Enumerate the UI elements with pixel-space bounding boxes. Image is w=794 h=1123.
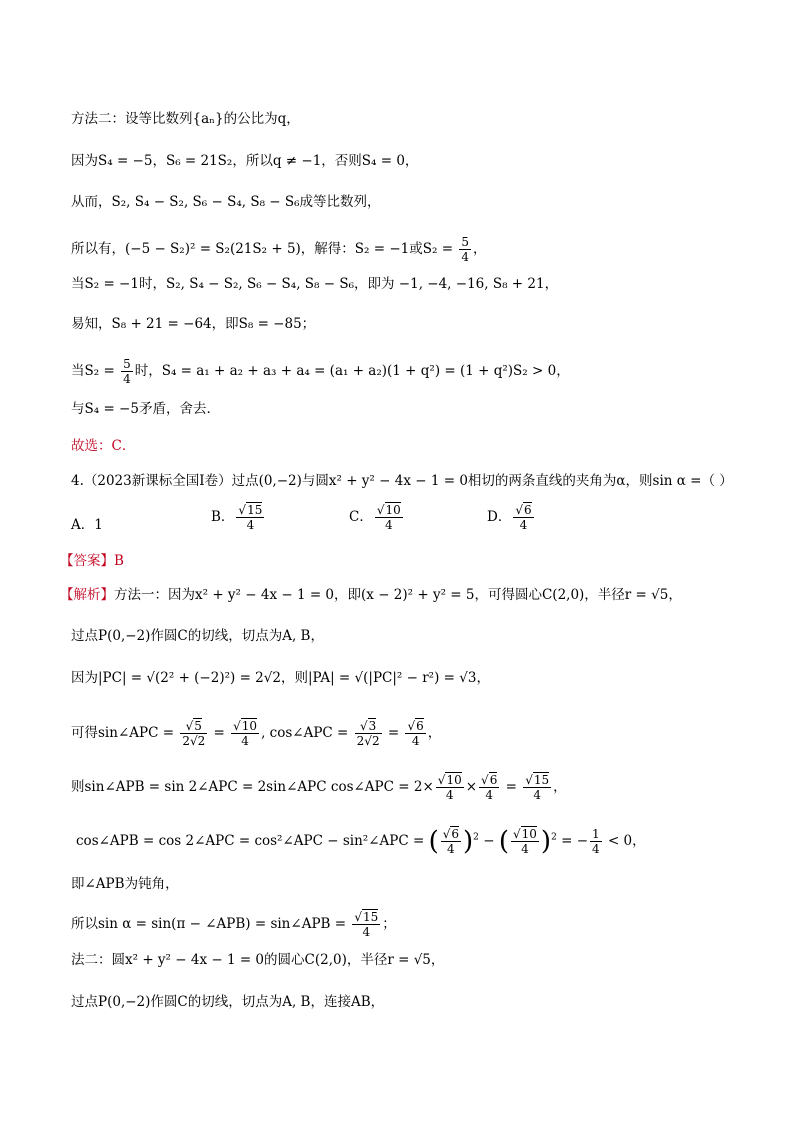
radicand: 15 — [533, 773, 550, 787]
radicand: 6 — [451, 827, 460, 841]
denominator: 4 — [447, 842, 455, 856]
text-segment: 则sin∠APB = sin 2∠APC = 2sin∠APC cos∠APC = 2× — [71, 779, 434, 795]
solution-line: 当S₂ = −1时，S₂, S₄ − S₂, S₆ − S₄, S₈ − S₆，即为 −1, −4, −16, S₈ + 21， — [71, 276, 559, 292]
solution-line — [71, 773, 754, 802]
equals: = — [209, 725, 230, 741]
fraction — [121, 357, 133, 386]
denominator: 4 — [461, 250, 469, 264]
fraction — [180, 719, 207, 748]
sqrt-sign: √ — [437, 773, 446, 787]
fraction — [375, 503, 403, 532]
equals: = — [383, 725, 404, 741]
denominator: 4 — [445, 788, 454, 802]
denominator: 4 — [241, 734, 249, 748]
solution-line — [71, 235, 754, 264]
text-segment: 时，S₄ = a₁ + a₂ + a₃ + a₄ = (a₁ + a₂)(1 + q²) = (1 + q²)S₂ > 0， — [134, 363, 570, 379]
solution-line: 法二：圆x² + y² − 4x − 1 = 0的圆心C(2,0)，半径r = √5， — [71, 952, 445, 968]
text-segment: < 0， — [603, 833, 646, 849]
sqrt-sign: √ — [359, 719, 368, 733]
fraction — [231, 719, 259, 748]
text-segment: cos∠APB = cos 2∠APC = cos²∠APC − sin²∠APC = — [76, 833, 429, 849]
denominator: 2√2 — [182, 734, 206, 748]
paren: ) — [463, 826, 474, 857]
sqrt-sign: √ — [185, 719, 194, 733]
option-c — [349, 503, 405, 532]
method-two-intro: 方法二：设等比数列{aₙ}的公比为q， — [71, 111, 300, 127]
text-segment: 所以有，(−5 − S₂)² = S₂(21S₂ + 5)，解得：S₂ = −1或S₂ = — [71, 241, 458, 257]
solution-line: 易知，S₈ + 21 = −64，即S₈ = −85； — [71, 316, 316, 332]
answer-choice-line: 故选：C． — [71, 438, 136, 454]
paren: ( — [498, 826, 509, 857]
sqrt-sign: √ — [407, 719, 416, 733]
text-segment: 当S₂ = — [71, 363, 120, 379]
sqrt-sign: √ — [354, 910, 362, 924]
fraction — [405, 719, 425, 748]
text-segment: 可得sin∠APC = — [71, 725, 179, 741]
solution-line: cos∠APB = cos 2∠APC = cos²∠APC − sin²∠APC = ( $\frac{√6}{4}$ )$^2$ − ( $\frac{√10}{4}$ )$^2$ = − $\frac{1}{4}$ < 0， — [76, 826, 646, 857]
sqrt-sign: √ — [233, 719, 241, 733]
sqrt-sign: √ — [376, 503, 385, 517]
numerator: 1 — [592, 827, 600, 841]
radicand: 6 — [523, 503, 532, 517]
option-d — [487, 503, 536, 532]
minus-sign: − — [478, 833, 499, 849]
fraction — [523, 773, 551, 802]
fraction — [479, 773, 499, 802]
sqrt-sign: √ — [525, 773, 533, 787]
radicand: 10 — [385, 503, 401, 517]
text-segment: ， — [553, 779, 567, 795]
fraction — [590, 827, 602, 856]
denominator: 4 — [362, 925, 371, 939]
solution-line: 因为|PC| = √(2² + (−2)²) = 2√2，则|PA| = √(|PC|² − r²) = √3， — [71, 670, 490, 686]
denominator: 4 — [384, 518, 393, 532]
denominator: 4 — [411, 734, 420, 748]
fraction — [436, 773, 464, 802]
fraction — [459, 235, 471, 264]
option-a: A．1 — [71, 517, 103, 533]
denominator: 2√2 — [356, 734, 380, 748]
solution-line — [71, 357, 754, 386]
fraction — [511, 827, 539, 856]
times-sign: × — [465, 779, 478, 795]
equals: = — [501, 779, 522, 795]
sqrt-sign: √ — [481, 773, 489, 787]
solution-line: 过点P(0,−2)作圆C的切线，切点为A, B，连接AB， — [71, 994, 385, 1010]
sqrt-sign: √ — [515, 503, 523, 517]
analysis-tag: 【解析】 — [60, 587, 114, 603]
option-label: B． — [211, 509, 235, 525]
question-4: 4.（2023新课标全国Ⅰ卷）过点(0,−2)与圆x² + y² − 4x − 1 = 0相切的两条直线的夹角为α，则sin α =（ ） — [71, 473, 733, 489]
text-segment: 所以sin α = sin(π − ∠APB) = sin∠APB = — [71, 916, 351, 932]
solution-line: 从而，S₂, S₄ − S₂, S₆ − S₄, S₈ − S₆成等比数列， — [71, 194, 381, 210]
radicand: 6 — [489, 773, 498, 787]
paren: ( — [428, 826, 439, 857]
answer-label: 【答案】B — [60, 553, 124, 569]
denominator: 4 — [533, 788, 542, 802]
text-segment: ， — [472, 241, 487, 257]
text-segment: ， — [427, 725, 442, 741]
text-segment: 方法一：因为x² + y² − 4x − 1 = 0，即(x − 2)² + y² = 5，可得圆心C(2,0)，半径r = √5， — [114, 587, 682, 603]
paren: ) — [540, 826, 552, 857]
solution-line: 过点P(0,−2)作圆C的切线，切点为A, B， — [71, 628, 324, 644]
radicand: 10 — [521, 827, 537, 841]
radicand: 3 — [368, 719, 377, 733]
denominator: 4 — [592, 842, 600, 856]
radicand: 10 — [446, 773, 462, 787]
denominator: 4 — [246, 518, 255, 532]
radicand: 15 — [363, 910, 379, 924]
denominator: 4 — [521, 842, 529, 856]
solution-line — [71, 910, 754, 939]
solution-line: 因为S₄ = −5，S₆ = 21S₂，所以q ≠ −1，否则S₄ = 0， — [71, 153, 419, 169]
denominator: 4 — [485, 788, 493, 802]
denominator: 4 — [123, 372, 131, 386]
solution-line — [71, 719, 754, 748]
fraction — [236, 503, 264, 532]
numerator: 5 — [123, 357, 131, 371]
numerator: 5 — [461, 235, 469, 249]
radicand: 5 — [194, 719, 202, 733]
denominator: 4 — [519, 518, 528, 532]
fraction — [355, 719, 382, 748]
fraction — [352, 910, 380, 939]
solution-line: 即∠APB为钝角， — [71, 876, 179, 892]
option-label: D． — [487, 509, 512, 525]
radicand: 10 — [241, 719, 258, 733]
text-segment: = − — [556, 833, 589, 849]
radicand: 6 — [416, 719, 424, 733]
fraction — [441, 827, 461, 856]
fraction — [513, 503, 533, 532]
text-segment: ； — [382, 916, 396, 932]
sqrt-sign: √ — [512, 827, 521, 841]
radicand: 15 — [247, 503, 263, 517]
solution-line: 与S₄ = −5矛盾，舍去． — [71, 401, 220, 417]
sqrt-sign: √ — [238, 503, 247, 517]
option-label: C． — [349, 509, 373, 525]
analysis-line — [60, 585, 754, 605]
text-segment: , cos∠APC = — [261, 725, 353, 741]
sqrt-sign: √ — [442, 827, 451, 841]
option-b — [211, 503, 266, 532]
